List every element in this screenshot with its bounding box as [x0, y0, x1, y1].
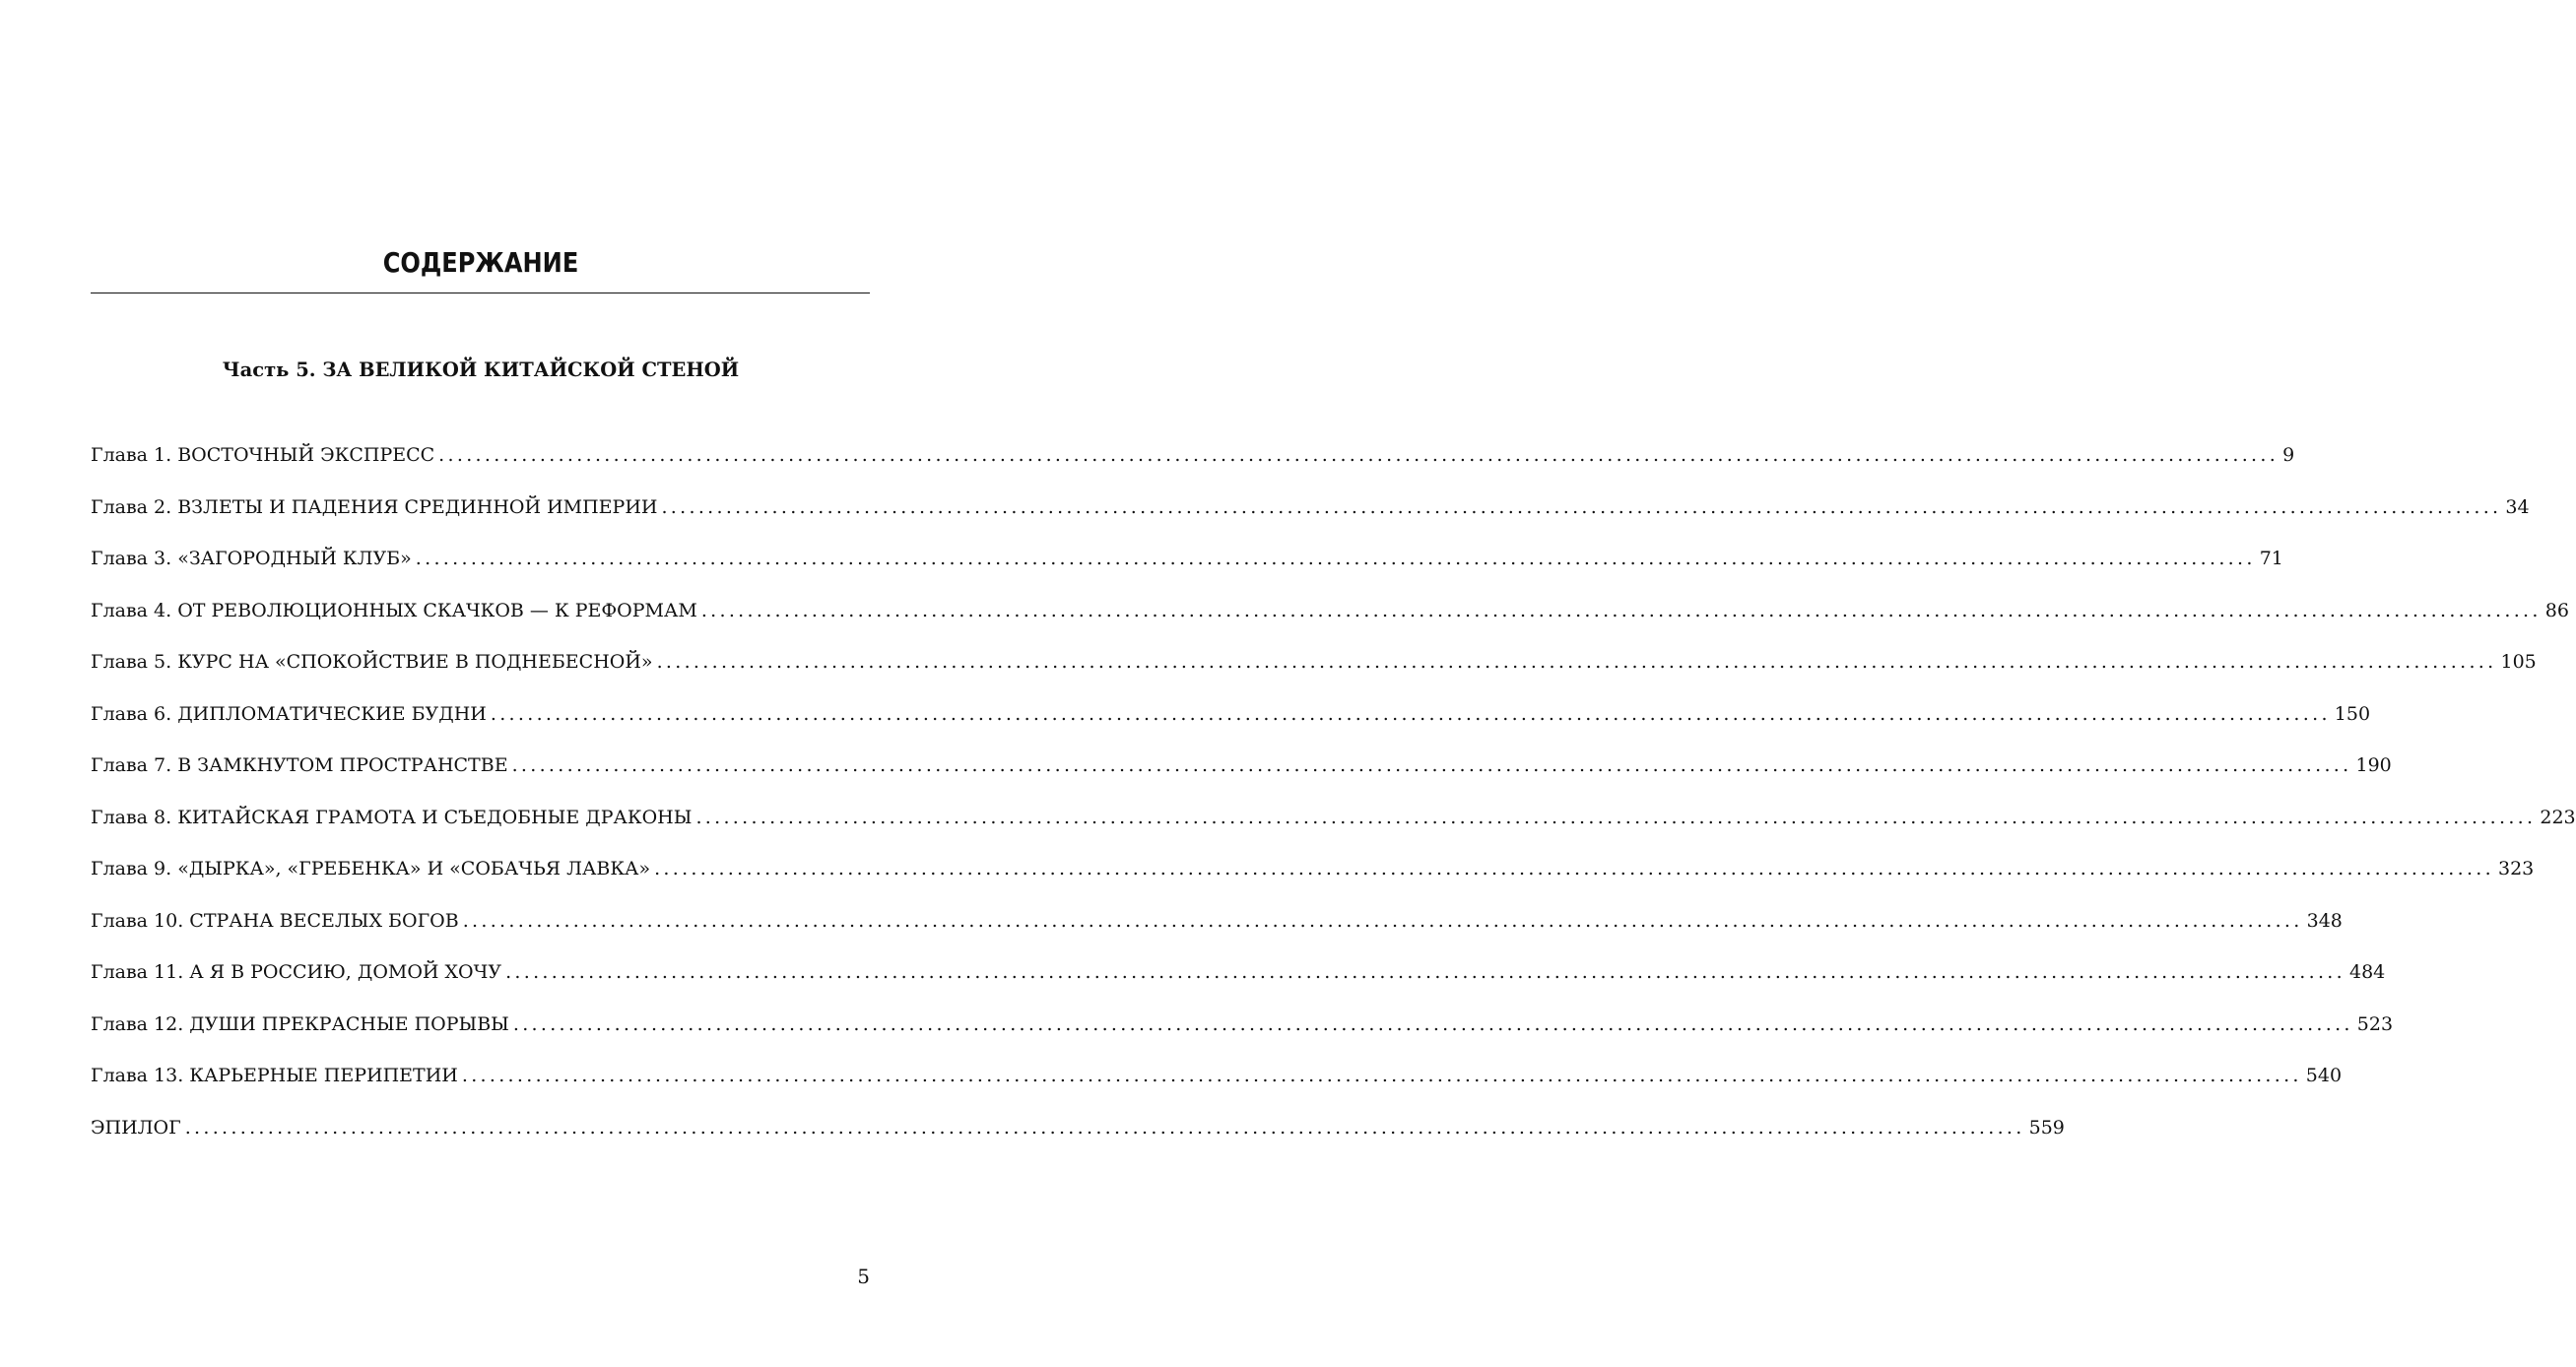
page-title: СОДЕРЖАНИЕ [382, 246, 579, 279]
toc-entry-label: Глава 6. ДИПЛОМАТИЧЕСКИЕ БУДНИ [91, 702, 487, 725]
toc-entry-label: Глава 9. «ДЫРКА», «ГРЕБЕНКА» И «СОБАЧЬЯ ЛАВКА» [91, 858, 651, 879]
toc-entry-page: 34 [2505, 495, 2530, 518]
toc-entry-label: Глава 2. ВЗЛЕТЫ И ПАДЕНИЯ СРЕДИННОЙ ИМПЕРИИ [91, 495, 658, 518]
dot-leader: ........................................................................................................................................................................................................ [461, 1065, 2302, 1086]
toc-entry[interactable] [91, 548, 2283, 600]
toc-entry[interactable] [91, 858, 2535, 910]
toc-entry[interactable] [91, 1116, 2065, 1169]
toc-entry-page: 190 [2355, 754, 2392, 776]
toc-entry[interactable] [91, 495, 2530, 549]
dot-leader: ........................................................................................................................................................................................................ [695, 806, 2537, 828]
dot-leader: ........................................................................................................................................................................................................ [184, 1116, 2025, 1139]
toc-entry-label: Глава 8. КИТАЙСКАЯ ГРАМОТА И СЪЕДОБНЫЕ ДРАКОНЫ [91, 806, 693, 828]
toc-entry[interactable] [91, 754, 2392, 807]
toc-entry-label: Глава 5. КУРС НА «СПОКОЙСТВИЕ В ПОДНЕБЕСНОЙ» [91, 651, 653, 673]
toc-entry-label: Глава 11. А Я В РОССИЮ, ДОМОЙ ХОЧУ [91, 961, 502, 983]
toc-entry[interactable] [91, 1065, 2343, 1117]
toc-entry[interactable] [91, 599, 2569, 652]
dot-leader: ........................................................................................................................................................................................................ [462, 909, 2303, 932]
toc-entry-page: 484 [2348, 961, 2386, 983]
toc-entry[interactable] [91, 651, 2537, 703]
toc-entry-page: 150 [2334, 702, 2371, 725]
toc-entry-label: ЭПИЛОГ [91, 1116, 181, 1139]
toc-entry[interactable] [91, 961, 2386, 1013]
toc-entry[interactable] [91, 702, 2371, 755]
page-number: 5 [857, 1265, 870, 1288]
toc-entry-page: 105 [2500, 651, 2537, 673]
toc-entry-page: 323 [2498, 858, 2535, 879]
dot-leader: ........................................................................................................................................................................................................ [438, 444, 2279, 466]
dot-leader: ........................................................................................................................................................................................................ [512, 1012, 2353, 1035]
toc-entry-label: Глава 13. КАРЬЕРНЫЕ ПЕРИПЕТИИ [91, 1065, 458, 1086]
dot-leader: ........................................................................................................................................................................................................ [654, 858, 2494, 879]
toc-entry-label: Глава 1. ВОСТОЧНЫЙ ЭКСПРЕСС [91, 444, 435, 466]
toc-entry[interactable] [91, 909, 2343, 962]
toc-entry-page: 559 [2028, 1116, 2065, 1139]
dot-leader: ........................................................................................................................................................................................................ [490, 702, 2331, 725]
toc-entry-label: Глава 3. «ЗАГОРОДНЫЙ КЛУБ» [91, 548, 412, 569]
dot-leader: ........................................................................................................................................................................................................ [661, 495, 2502, 518]
dot-leader: ........................................................................................................................................................................................................ [505, 961, 2345, 983]
dot-leader: ........................................................................................................................................................................................................ [415, 548, 2256, 569]
toc-entry-label: Глава 10. СТРАНА ВЕСЕЛЫХ БОГОВ [91, 909, 459, 932]
toc-entry-page: 223 [2540, 806, 2576, 828]
toc-entry-page: 9 [2282, 444, 2295, 466]
toc-entry-page: 540 [2305, 1065, 2343, 1086]
toc-entry-page: 348 [2306, 909, 2343, 932]
part-title: Часть 5. ЗА ВЕЛИКОЙ КИТАЙСКОЙ СТЕНОЙ [222, 358, 740, 381]
dot-leader: ........................................................................................................................................................................................................ [700, 599, 2542, 621]
dot-leader: ........................................................................................................................................................................................................ [656, 651, 2497, 673]
dot-leader: ........................................................................................................................................................................................................ [511, 754, 2352, 776]
toc-entry[interactable] [91, 444, 2295, 496]
toc-entry[interactable] [91, 806, 2576, 859]
toc-entry-page: 71 [2259, 548, 2283, 569]
toc-entry-label: Глава 12. ДУШИ ПРЕКРАСНЫЕ ПОРЫВЫ [91, 1012, 509, 1035]
toc-entry-label: Глава 4. ОТ РЕВОЛЮЦИОННЫХ СКАЧКОВ — К РЕФОРМАМ [91, 599, 697, 621]
toc-entry-page: 86 [2544, 599, 2569, 621]
toc-entry-label: Глава 7. В ЗАМКНУТОМ ПРОСТРАНСТВЕ [91, 754, 508, 776]
toc-entry[interactable] [91, 1012, 2394, 1066]
toc-entry-page: 523 [2356, 1012, 2394, 1035]
table-of-contents [91, 444, 2576, 1168]
